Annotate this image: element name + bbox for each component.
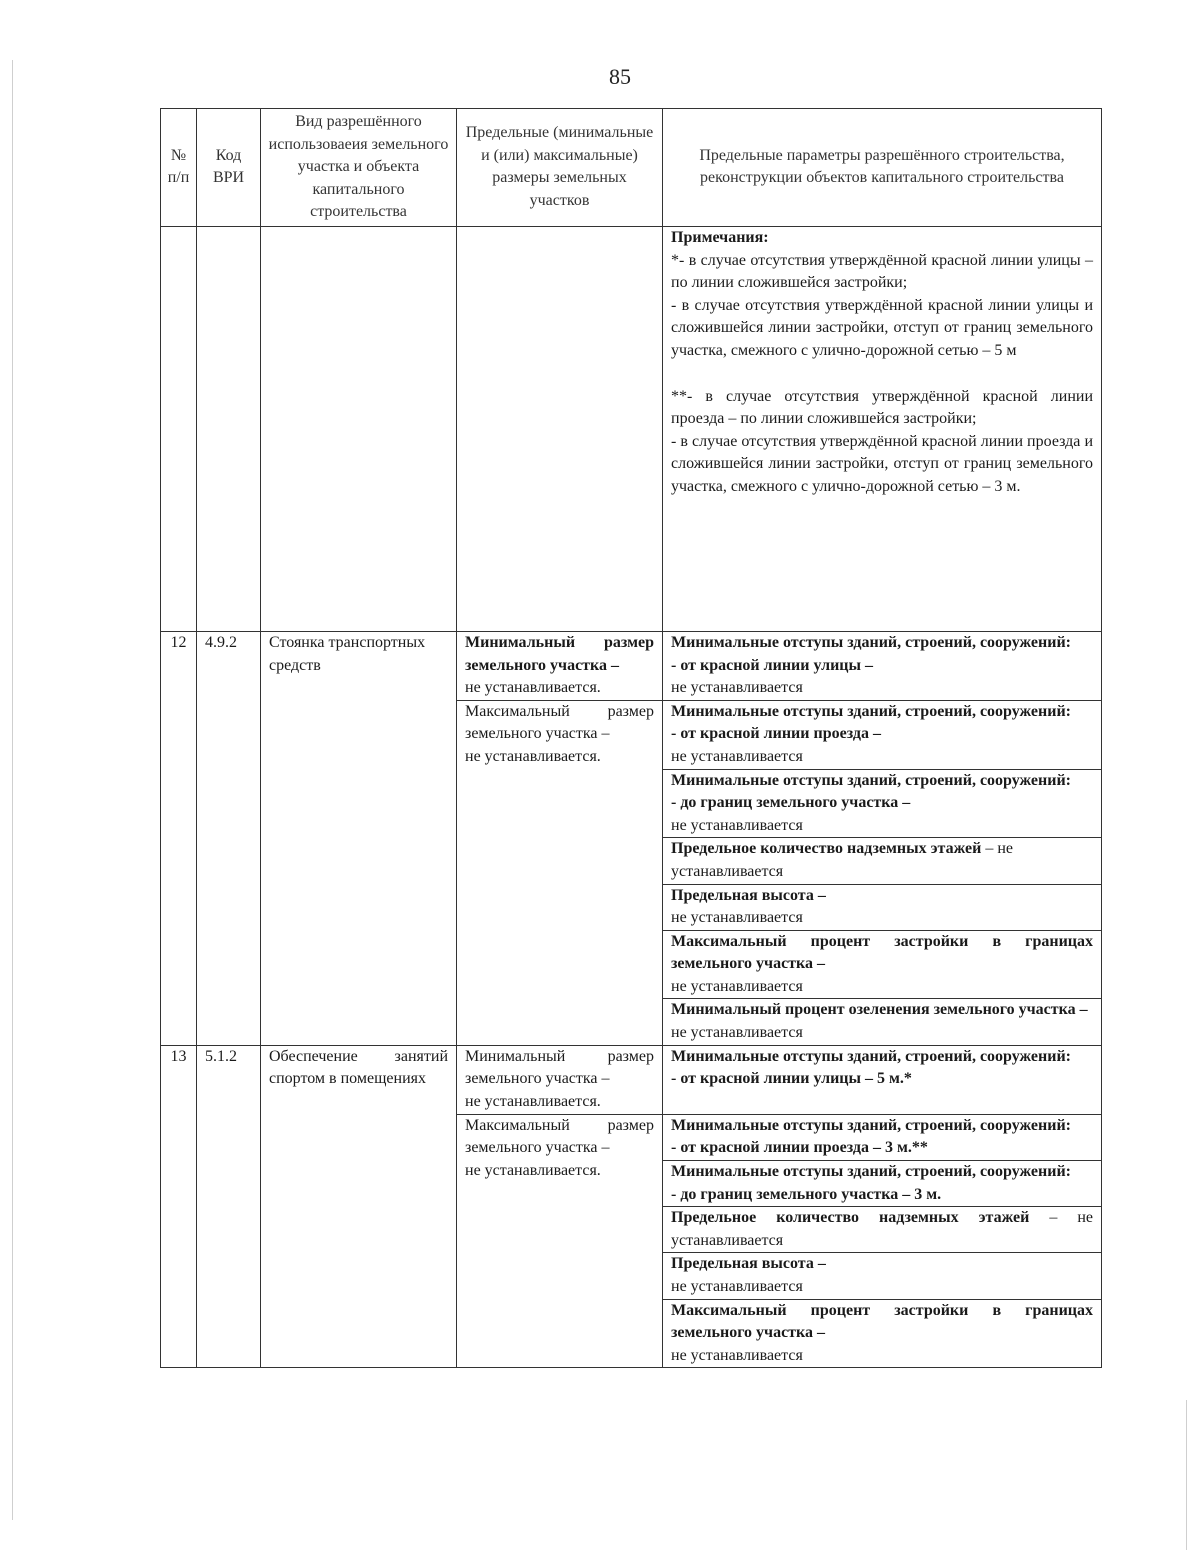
page-number: 85 [609, 64, 631, 89]
min-size-title: Минимальный размер земельного участка – [465, 633, 654, 674]
notes-cell [663, 226, 1102, 631]
row13-param-2: Минимальные отступы зданий, строений, сооружений: - от красной линии проезда – 3 м.** [663, 1114, 1102, 1160]
min-size-value: не устанавливается. [465, 1092, 601, 1110]
max-size-value: не устанавливается. [465, 1162, 601, 1180]
note-3: **- в случае отсутствия утверждённой красной линии проезда – по линии сложившейся застройки; [671, 387, 1093, 428]
row13-param-5: Предельная высота – не устанавливается [663, 1253, 1102, 1299]
row12-param-7: Минимальный процент озеленения земельного участка – не устанавливается [663, 999, 1102, 1045]
row12-code: 4.9.2 [197, 631, 261, 1045]
row13-param-1: Минимальные отступы зданий, строений, сооружений: - от красной линии улицы – 5 м.* [663, 1045, 1102, 1114]
max-size-title: Максимальный размер земельного участка – [465, 1116, 654, 1157]
header-num: № п/п [161, 109, 197, 227]
note-2: - в случае отсутствия утверждённой красной линии улицы и сложившейся линии застройки, отступ от границ земельного участка, смежного с улично-дорожной сетью – 5 м [671, 296, 1093, 359]
notes-title: Примечания: [671, 228, 769, 246]
max-size-title: Максимальный размер земельного участка – [465, 702, 654, 743]
scan-edge-left [12, 60, 13, 1520]
row12-max-size [457, 700, 663, 1045]
header-type: Вид разрешённого использоваеия земельного участка и объекта капитального строительства [261, 109, 457, 227]
row13-param-4: Предельное количество надземных этажей – не устанавливается [663, 1207, 1102, 1253]
notes-row [161, 226, 1102, 631]
header-params: Предельные параметры разрешённого строительства, реконструкции объектов капитального строительства [663, 109, 1102, 227]
row12-type: Стоянка транспортных средств [261, 631, 457, 1045]
row12-num: 12 [161, 631, 197, 1045]
row12-param-5: Предельная высота – не устанавливается [663, 884, 1102, 930]
zoning-table [160, 108, 1102, 1368]
row12-min-size [457, 631, 663, 700]
min-size-title: Минимальный размер земельного участка – [465, 1047, 654, 1088]
note-1: *- в случае отсутствия утверждённой красной линии улицы – по линии сложившейся застройки; [671, 251, 1093, 292]
header-code: Код ВРИ [197, 109, 261, 227]
row12-param-4: Предельное количество надземных этажей – не устанавливается [663, 838, 1102, 884]
row13-param-3: Минимальные отступы зданий, строений, сооружений: - до границ земельного участка – 3 м. [663, 1161, 1102, 1207]
row12-param-2: Минимальные отступы зданий, строений, сооружений: - от красной линии проезда – не устанавливается [663, 700, 1102, 769]
row13-type: Обеспечение занятий спортом в помещениях [261, 1045, 457, 1368]
row13-min-size [457, 1045, 663, 1114]
row12-param-6: Максимальный процент застройки в границах земельного участка – не устанавливается [663, 930, 1102, 999]
row13-code: 5.1.2 [197, 1045, 261, 1368]
table-row [161, 1045, 1102, 1114]
min-size-value: не устанавливается. [465, 679, 601, 697]
row12-param-3: Минимальные отступы зданий, строений, сооружений: - до границ земельного участка – не устанавливается [663, 769, 1102, 838]
max-size-value: не устанавливается. [465, 747, 601, 765]
table-header-row [161, 109, 1102, 227]
header-size: Предельные (минимальные и (или) максимальные) размеры земельных участков [457, 109, 663, 227]
row12-param-1: Минимальные отступы зданий, строений, сооружений: - от красной линии улицы – не устанавливается [663, 631, 1102, 700]
row13-max-size [457, 1114, 663, 1368]
row13-num: 13 [161, 1045, 197, 1368]
scan-edge-right [1186, 1400, 1187, 1550]
row13-param-6: Максимальный процент застройки в границах земельного участка – не устанавливается [663, 1299, 1102, 1368]
note-4: - в случае отсутствия утверждённой красной линии проезда и сложившейся линии застройки, отступ от границ земельного участка, смежного с улично-дорожной сетью – 3 м. [671, 432, 1093, 495]
table-row [161, 631, 1102, 700]
